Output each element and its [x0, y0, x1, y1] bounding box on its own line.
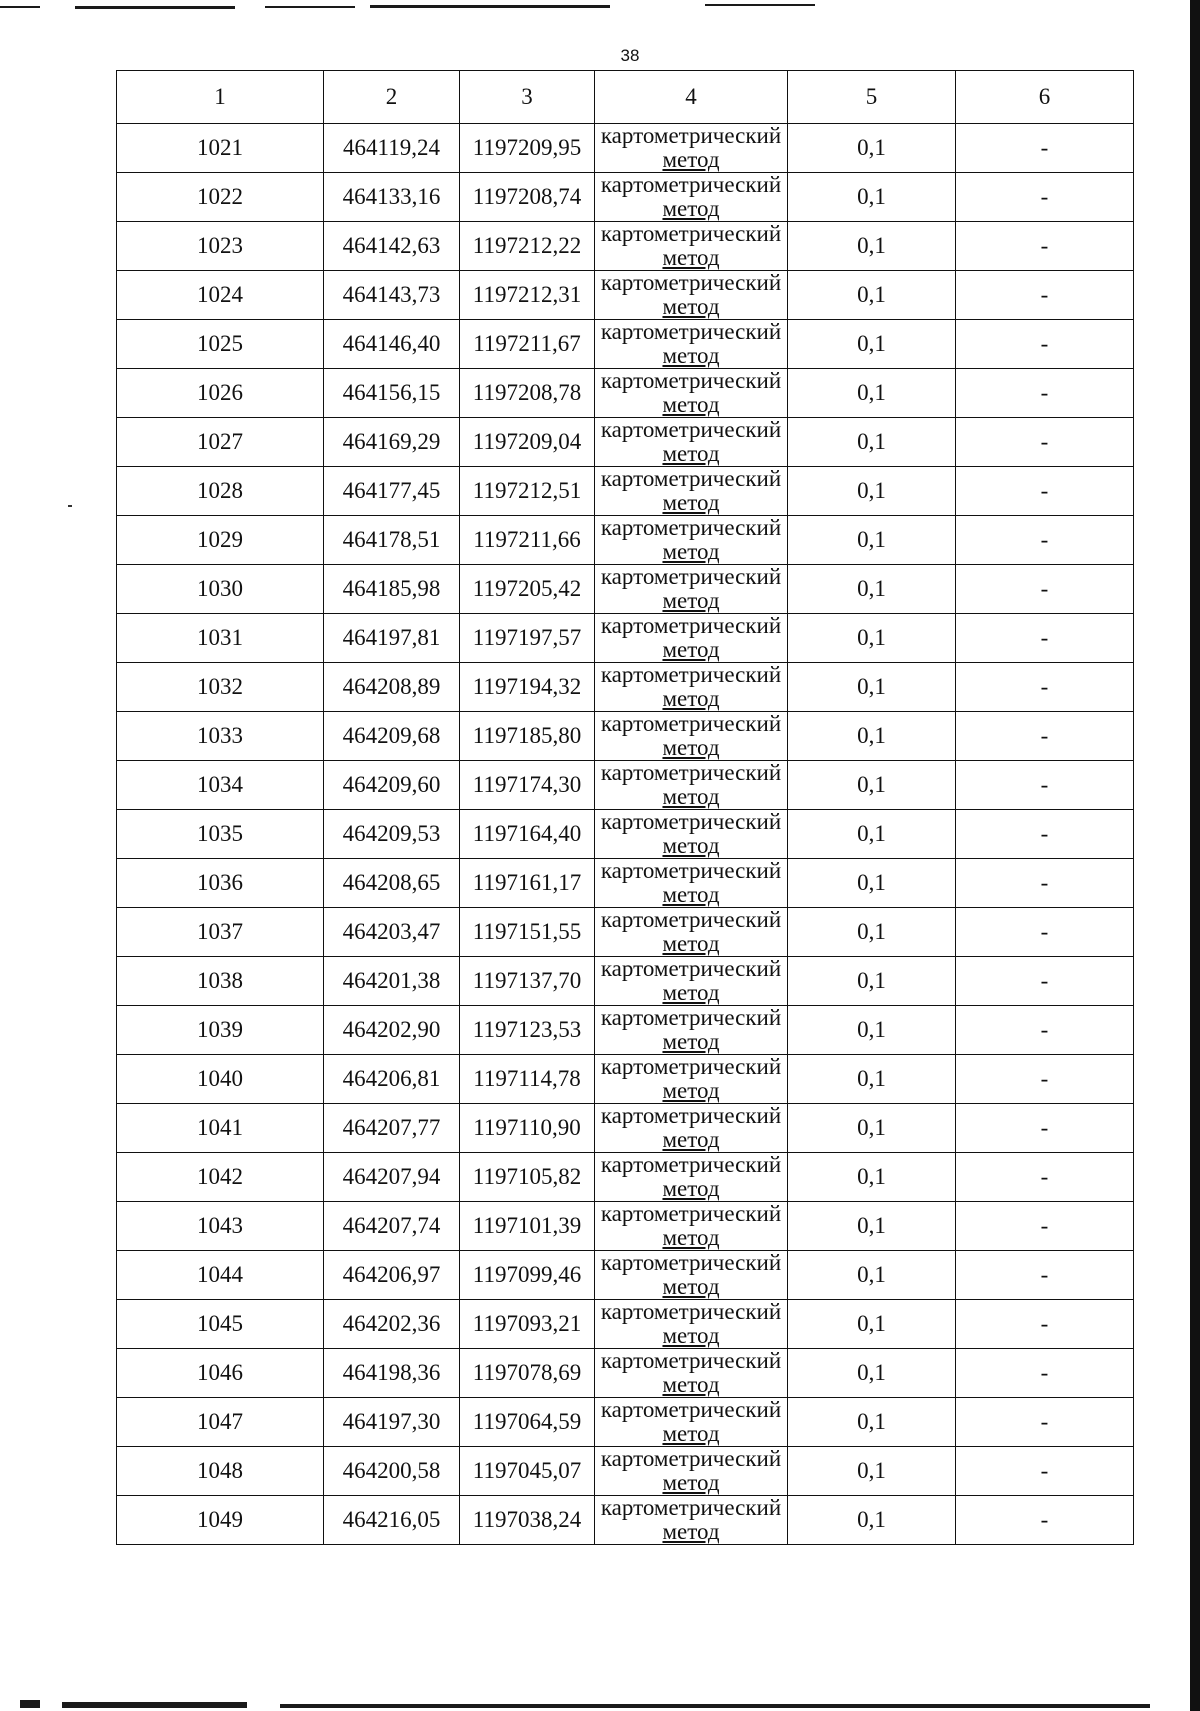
x-coordinate-cell: 464202,90 [324, 1006, 460, 1055]
description-cell: - [956, 1153, 1134, 1202]
column-header: 2 [324, 71, 460, 124]
x-coordinate-cell: 464142,63 [324, 222, 460, 271]
point-number-cell: 1042 [117, 1153, 324, 1202]
method-text-line-2: метод [662, 882, 720, 907]
description-cell: - [956, 761, 1134, 810]
method-text-line-2: метод [662, 294, 720, 319]
y-coordinate-cell: 1197123,53 [460, 1006, 595, 1055]
method-text-line-1: картометрический [600, 515, 782, 540]
method-text-line-2: метод [662, 980, 720, 1005]
x-coordinate-cell: 464209,60 [324, 761, 460, 810]
description-cell: - [956, 1398, 1134, 1447]
accuracy-cell: 0,1 [788, 173, 956, 222]
method-text-line-2: метод [662, 245, 720, 270]
accuracy-cell: 0,1 [788, 761, 956, 810]
table-row [117, 1349, 1134, 1398]
method-text-line-1: картометрический [600, 662, 782, 687]
y-coordinate-cell: 1197197,57 [460, 614, 595, 663]
description-cell: - [956, 467, 1134, 516]
table-row [117, 712, 1134, 761]
description-cell: - [956, 1055, 1134, 1104]
y-coordinate-cell: 1197099,46 [460, 1251, 595, 1300]
x-coordinate-cell: 464209,68 [324, 712, 460, 761]
method-cell [595, 124, 788, 173]
accuracy-cell: 0,1 [788, 1447, 956, 1496]
description-cell: - [956, 124, 1134, 173]
scan-artifact-dot [68, 505, 72, 507]
x-coordinate-cell: 464198,36 [324, 1349, 460, 1398]
method-cell [595, 1104, 788, 1153]
method-cell [595, 1251, 788, 1300]
y-coordinate-cell: 1197105,82 [460, 1153, 595, 1202]
y-coordinate-cell: 1197208,74 [460, 173, 595, 222]
y-coordinate-cell: 1197101,39 [460, 1202, 595, 1251]
accuracy-cell: 0,1 [788, 418, 956, 467]
description-cell: - [956, 859, 1134, 908]
coordinates-table [116, 70, 1134, 1545]
method-text-line-1: картометрический [600, 368, 782, 393]
point-number-cell: 1024 [117, 271, 324, 320]
method-text-line-2: метод [662, 735, 720, 760]
table-row [117, 1300, 1134, 1349]
point-number-cell: 1035 [117, 810, 324, 859]
x-coordinate-cell: 464208,89 [324, 663, 460, 712]
description-cell: - [956, 320, 1134, 369]
accuracy-cell: 0,1 [788, 516, 956, 565]
point-number-cell: 1026 [117, 369, 324, 418]
accuracy-cell: 0,1 [788, 1202, 956, 1251]
table-row [117, 761, 1134, 810]
method-cell [595, 1447, 788, 1496]
column-header: 5 [788, 71, 956, 124]
method-text-line-2: метод [662, 490, 720, 515]
description-cell: - [956, 1349, 1134, 1398]
y-coordinate-cell: 1197137,70 [460, 957, 595, 1006]
y-coordinate-cell: 1197208,78 [460, 369, 595, 418]
x-coordinate-cell: 464206,81 [324, 1055, 460, 1104]
page-number: 38 [620, 46, 640, 65]
description-cell: - [956, 1006, 1134, 1055]
table-row [117, 271, 1134, 320]
point-number-cell: 1034 [117, 761, 324, 810]
column-header: 3 [460, 71, 595, 124]
table-row [117, 1202, 1134, 1251]
method-text-line-2: метод [662, 1078, 720, 1103]
x-coordinate-cell: 464146,40 [324, 320, 460, 369]
point-number-cell: 1023 [117, 222, 324, 271]
description-cell: - [956, 369, 1134, 418]
description-cell: - [956, 1104, 1134, 1153]
method-cell [595, 565, 788, 614]
method-text-line-1: картометрический [600, 270, 782, 295]
table-row [117, 1251, 1134, 1300]
description-cell: - [956, 418, 1134, 467]
method-text-line-1: картометрический [600, 711, 782, 736]
accuracy-cell: 0,1 [788, 1251, 956, 1300]
x-coordinate-cell: 464185,98 [324, 565, 460, 614]
point-number-cell: 1032 [117, 663, 324, 712]
method-text-line-1: картометрический [600, 466, 782, 491]
accuracy-cell: 0,1 [788, 957, 956, 1006]
accuracy-cell: 0,1 [788, 614, 956, 663]
x-coordinate-cell: 464143,73 [324, 271, 460, 320]
table-row [117, 1398, 1134, 1447]
table-row [117, 173, 1134, 222]
x-coordinate-cell: 464119,24 [324, 124, 460, 173]
point-number-cell: 1028 [117, 467, 324, 516]
description-cell: - [956, 908, 1134, 957]
method-text-line-2: метод [662, 1323, 720, 1348]
method-cell [595, 663, 788, 712]
accuracy-cell: 0,1 [788, 124, 956, 173]
table-row [117, 369, 1134, 418]
method-text-line-1: картометрический [600, 1397, 782, 1422]
method-text-line-2: метод [662, 1372, 720, 1397]
column-header: 1 [117, 71, 324, 124]
method-text-line-1: картометрический [600, 1103, 782, 1128]
table-row [117, 1055, 1134, 1104]
point-number-cell: 1022 [117, 173, 324, 222]
y-coordinate-cell: 1197209,04 [460, 418, 595, 467]
point-number-cell: 1025 [117, 320, 324, 369]
accuracy-cell: 0,1 [788, 1153, 956, 1202]
method-text-line-1: картометрический [600, 417, 782, 442]
x-coordinate-cell: 464203,47 [324, 908, 460, 957]
scan-artifact-top-2 [75, 6, 235, 9]
y-coordinate-cell: 1197185,80 [460, 712, 595, 761]
column-header: 4 [595, 71, 788, 124]
accuracy-cell: 0,1 [788, 1398, 956, 1447]
method-text-line-1: картометрический [600, 1054, 782, 1079]
method-text-line-2: метод [662, 196, 720, 221]
x-coordinate-cell: 464197,30 [324, 1398, 460, 1447]
method-cell [595, 1153, 788, 1202]
method-text-line-1: картометрический [600, 172, 782, 197]
x-coordinate-cell: 464207,74 [324, 1202, 460, 1251]
x-coordinate-cell: 464177,45 [324, 467, 460, 516]
accuracy-cell: 0,1 [788, 1300, 956, 1349]
accuracy-cell: 0,1 [788, 859, 956, 908]
accuracy-cell: 0,1 [788, 1496, 956, 1545]
scan-artifact-bottom-2 [62, 1702, 247, 1708]
method-cell [595, 712, 788, 761]
method-text-line-1: картометрический [600, 956, 782, 981]
y-coordinate-cell: 1197212,31 [460, 271, 595, 320]
scan-artifact-bottom-3 [280, 1704, 1150, 1708]
x-coordinate-cell: 464200,58 [324, 1447, 460, 1496]
x-coordinate-cell: 464156,15 [324, 369, 460, 418]
description-cell: - [956, 222, 1134, 271]
method-text-line-1: картометрический [600, 1299, 782, 1324]
y-coordinate-cell: 1197212,51 [460, 467, 595, 516]
table-body [117, 124, 1134, 1545]
table-row [117, 222, 1134, 271]
method-text-line-1: картометрический [600, 907, 782, 932]
y-coordinate-cell: 1197045,07 [460, 1447, 595, 1496]
scan-artifact-top-3 [265, 6, 355, 8]
method-text-line-2: метод [662, 1421, 720, 1446]
method-cell [595, 222, 788, 271]
table-row [117, 565, 1134, 614]
table-row [117, 663, 1134, 712]
method-text-line-2: метод [662, 1519, 720, 1544]
description-cell: - [956, 1251, 1134, 1300]
method-text-line-2: метод [662, 686, 720, 711]
method-text-line-2: метод [662, 1225, 720, 1250]
method-text-line-1: картометрический [600, 1495, 782, 1520]
description-cell: - [956, 810, 1134, 859]
method-text-line-2: метод [662, 539, 720, 564]
accuracy-cell: 0,1 [788, 1349, 956, 1398]
method-text-line-1: картометрический [600, 1446, 782, 1471]
point-number-cell: 1037 [117, 908, 324, 957]
accuracy-cell: 0,1 [788, 369, 956, 418]
x-coordinate-cell: 464133,16 [324, 173, 460, 222]
point-number-cell: 1039 [117, 1006, 324, 1055]
table-row [117, 1104, 1134, 1153]
description-cell: - [956, 565, 1134, 614]
point-number-cell: 1043 [117, 1202, 324, 1251]
point-number-cell: 1046 [117, 1349, 324, 1398]
method-text-line-1: картометрический [600, 564, 782, 589]
point-number-cell: 1048 [117, 1447, 324, 1496]
y-coordinate-cell: 1197093,21 [460, 1300, 595, 1349]
table-row [117, 810, 1134, 859]
method-cell [595, 1496, 788, 1545]
description-cell: - [956, 712, 1134, 761]
y-coordinate-cell: 1197064,59 [460, 1398, 595, 1447]
x-coordinate-cell: 464169,29 [324, 418, 460, 467]
table-row [117, 124, 1134, 173]
method-text-line-2: метод [662, 1470, 720, 1495]
method-text-line-2: метод [662, 1029, 720, 1054]
x-coordinate-cell: 464197,81 [324, 614, 460, 663]
scan-edge-right [1190, 0, 1200, 1711]
description-cell: - [956, 1447, 1134, 1496]
method-text-line-1: картометрический [600, 760, 782, 785]
method-text-line-1: картометрический [600, 1005, 782, 1030]
accuracy-cell: 0,1 [788, 1104, 956, 1153]
point-number-cell: 1040 [117, 1055, 324, 1104]
accuracy-cell: 0,1 [788, 1006, 956, 1055]
y-coordinate-cell: 1197194,32 [460, 663, 595, 712]
accuracy-cell: 0,1 [788, 222, 956, 271]
scan-artifact-top-5 [705, 4, 815, 6]
method-text-line-2: метод [662, 833, 720, 858]
description-cell: - [956, 1202, 1134, 1251]
description-cell: - [956, 516, 1134, 565]
method-text-line-1: картометрический [600, 1250, 782, 1275]
accuracy-cell: 0,1 [788, 712, 956, 761]
method-cell [595, 320, 788, 369]
x-coordinate-cell: 464216,05 [324, 1496, 460, 1545]
description-cell: - [956, 614, 1134, 663]
method-text-line-2: метод [662, 588, 720, 613]
y-coordinate-cell: 1197164,40 [460, 810, 595, 859]
point-number-cell: 1044 [117, 1251, 324, 1300]
accuracy-cell: 0,1 [788, 271, 956, 320]
point-number-cell: 1045 [117, 1300, 324, 1349]
accuracy-cell: 0,1 [788, 565, 956, 614]
x-coordinate-cell: 464202,36 [324, 1300, 460, 1349]
x-coordinate-cell: 464178,51 [324, 516, 460, 565]
method-cell [595, 859, 788, 908]
method-cell [595, 271, 788, 320]
point-number-cell: 1031 [117, 614, 324, 663]
table-row [117, 859, 1134, 908]
method-text-line-1: картометрический [600, 123, 782, 148]
method-cell [595, 418, 788, 467]
accuracy-cell: 0,1 [788, 663, 956, 712]
method-cell [595, 761, 788, 810]
method-text-line-1: картометрический [600, 1201, 782, 1226]
point-number-cell: 1030 [117, 565, 324, 614]
y-coordinate-cell: 1197038,24 [460, 1496, 595, 1545]
column-header: 6 [956, 71, 1134, 124]
y-coordinate-cell: 1197211,66 [460, 516, 595, 565]
y-coordinate-cell: 1197212,22 [460, 222, 595, 271]
method-text-line-1: картометрический [600, 1348, 782, 1373]
method-cell [595, 1398, 788, 1447]
y-coordinate-cell: 1197110,90 [460, 1104, 595, 1153]
point-number-cell: 1038 [117, 957, 324, 1006]
description-cell: - [956, 1300, 1134, 1349]
method-text-line-1: картометрический [600, 221, 782, 246]
description-cell: - [956, 1496, 1134, 1545]
table-row [117, 908, 1134, 957]
x-coordinate-cell: 464207,94 [324, 1153, 460, 1202]
method-cell [595, 516, 788, 565]
method-cell [595, 614, 788, 663]
point-number-cell: 1047 [117, 1398, 324, 1447]
description-cell: - [956, 663, 1134, 712]
description-cell: - [956, 271, 1134, 320]
accuracy-cell: 0,1 [788, 1055, 956, 1104]
method-text-line-2: метод [662, 392, 720, 417]
method-text-line-2: метод [662, 343, 720, 368]
y-coordinate-cell: 1197205,42 [460, 565, 595, 614]
method-text-line-2: метод [662, 1176, 720, 1201]
method-text-line-1: картометрический [600, 809, 782, 834]
table-row [117, 418, 1134, 467]
y-coordinate-cell: 1197161,17 [460, 859, 595, 908]
accuracy-cell: 0,1 [788, 467, 956, 516]
y-coordinate-cell: 1197078,69 [460, 1349, 595, 1398]
x-coordinate-cell: 464209,53 [324, 810, 460, 859]
table-header-row [117, 71, 1134, 124]
y-coordinate-cell: 1197174,30 [460, 761, 595, 810]
x-coordinate-cell: 464208,65 [324, 859, 460, 908]
scan-artifact-top-1 [0, 6, 40, 8]
method-cell [595, 1006, 788, 1055]
table-row [117, 467, 1134, 516]
method-cell [595, 467, 788, 516]
point-number-cell: 1021 [117, 124, 324, 173]
method-cell [595, 810, 788, 859]
method-cell [595, 1300, 788, 1349]
method-text-line-2: метод [662, 147, 720, 172]
table-row [117, 957, 1134, 1006]
method-cell [595, 1349, 788, 1398]
table-row [117, 1447, 1134, 1496]
point-number-cell: 1027 [117, 418, 324, 467]
scan-artifact-bottom-1 [20, 1700, 40, 1708]
table-row [117, 614, 1134, 663]
x-coordinate-cell: 464207,77 [324, 1104, 460, 1153]
point-number-cell: 1036 [117, 859, 324, 908]
description-cell: - [956, 957, 1134, 1006]
y-coordinate-cell: 1197151,55 [460, 908, 595, 957]
point-number-cell: 1029 [117, 516, 324, 565]
y-coordinate-cell: 1197114,78 [460, 1055, 595, 1104]
method-text-line-2: метод [662, 1127, 720, 1152]
x-coordinate-cell: 464201,38 [324, 957, 460, 1006]
table-row [117, 516, 1134, 565]
method-text-line-1: картометрический [600, 1152, 782, 1177]
method-text-line-2: метод [662, 931, 720, 956]
method-cell [595, 173, 788, 222]
method-text-line-1: картометрический [600, 319, 782, 344]
method-text-line-2: метод [662, 784, 720, 809]
method-text-line-1: картометрический [600, 858, 782, 883]
method-cell [595, 1202, 788, 1251]
point-number-cell: 1033 [117, 712, 324, 761]
method-text-line-1: картометрический [600, 613, 782, 638]
method-cell [595, 369, 788, 418]
method-cell [595, 908, 788, 957]
y-coordinate-cell: 1197211,67 [460, 320, 595, 369]
point-number-cell: 1049 [117, 1496, 324, 1545]
table-row [117, 320, 1134, 369]
table-row [117, 1496, 1134, 1545]
accuracy-cell: 0,1 [788, 320, 956, 369]
point-number-cell: 1041 [117, 1104, 324, 1153]
x-coordinate-cell: 464206,97 [324, 1251, 460, 1300]
y-coordinate-cell: 1197209,95 [460, 124, 595, 173]
method-text-line-2: метод [662, 637, 720, 662]
method-cell [595, 1055, 788, 1104]
table-row [117, 1006, 1134, 1055]
table-row [117, 1153, 1134, 1202]
description-cell: - [956, 173, 1134, 222]
method-text-line-2: метод [662, 1274, 720, 1299]
scan-artifact-top-4 [370, 5, 610, 8]
method-text-line-2: метод [662, 441, 720, 466]
accuracy-cell: 0,1 [788, 810, 956, 859]
method-cell [595, 957, 788, 1006]
accuracy-cell: 0,1 [788, 908, 956, 957]
